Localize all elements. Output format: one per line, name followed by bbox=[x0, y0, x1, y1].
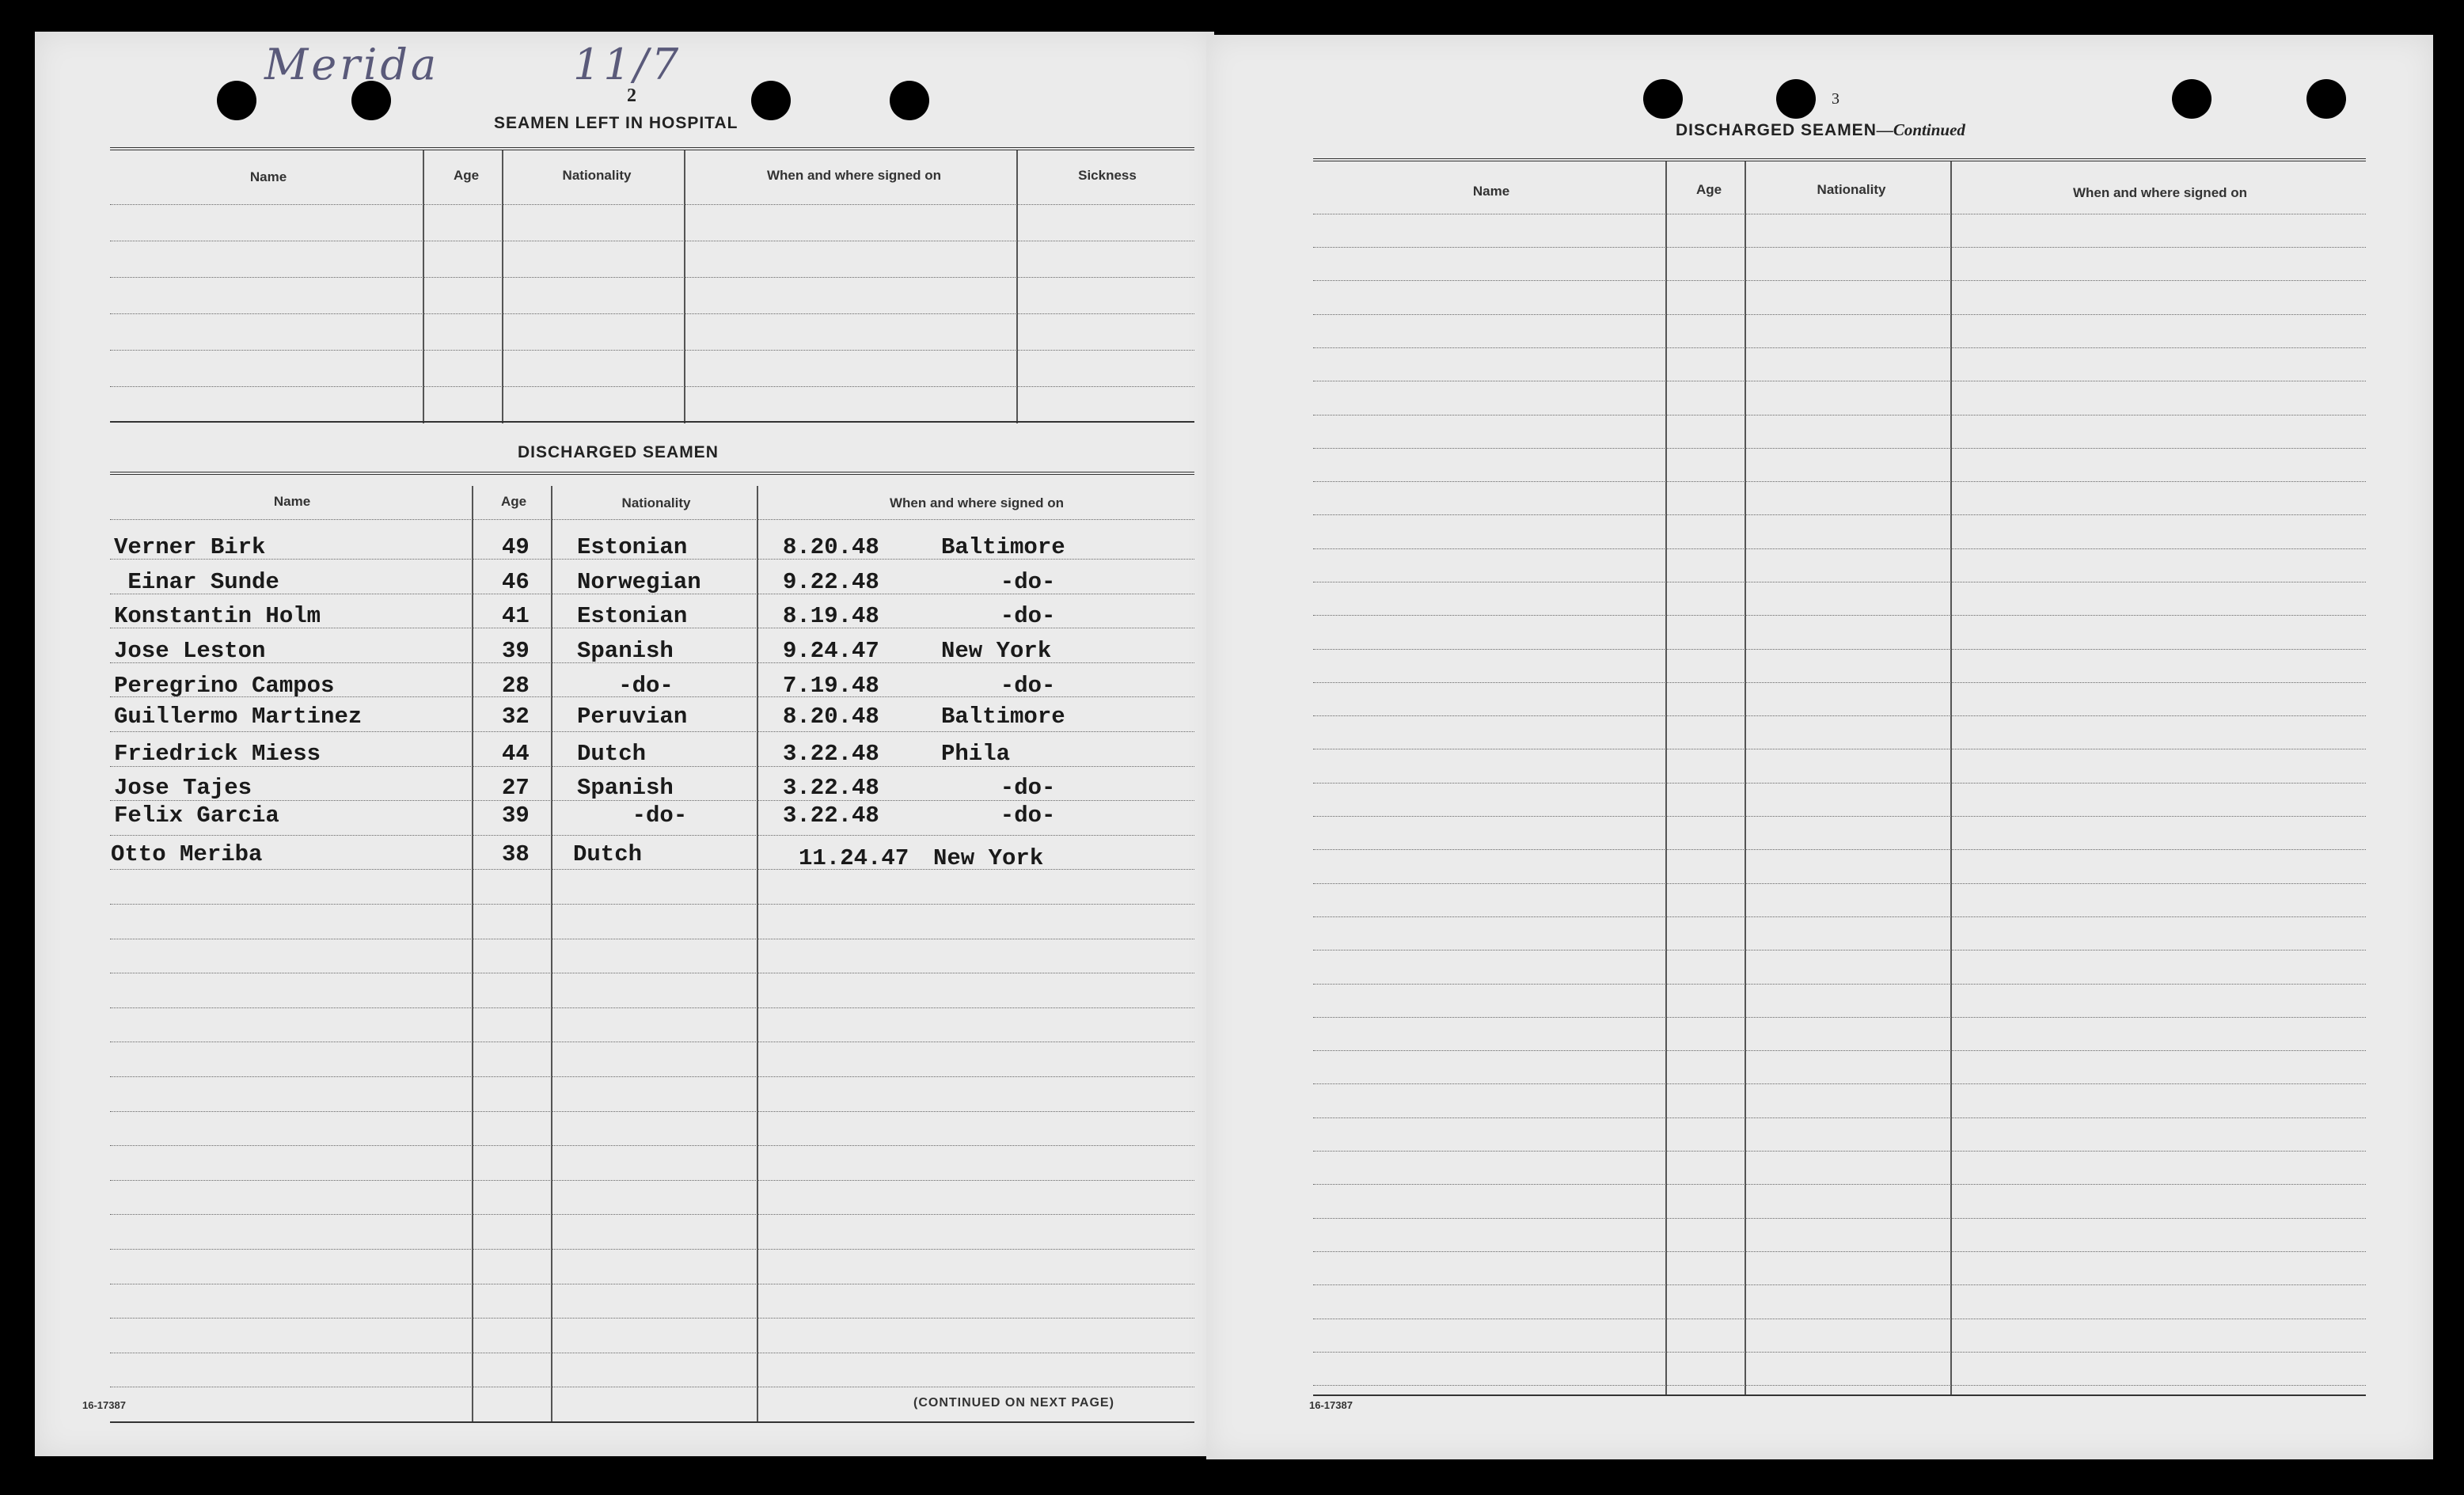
seaman-name: Friedrick Miess bbox=[114, 741, 321, 767]
column-divider bbox=[502, 150, 503, 423]
table-row-line bbox=[1313, 314, 2366, 315]
table-rule bbox=[110, 472, 1194, 475]
table-row-line bbox=[110, 835, 1194, 836]
table-row-line bbox=[1313, 247, 2366, 248]
column-header-signed-on: When and where signed on bbox=[766, 168, 942, 183]
signed-on-place: -do- bbox=[973, 803, 1056, 829]
table-rule bbox=[1313, 158, 2366, 161]
signed-on-date: 8.19.48 bbox=[783, 603, 879, 629]
right-page bbox=[1206, 35, 2433, 1459]
table-row-line bbox=[110, 519, 1194, 520]
column-divider bbox=[423, 150, 424, 423]
table-row-line bbox=[1313, 1251, 2366, 1252]
column-divider bbox=[551, 486, 552, 1423]
signed-on-date: 3.22.48 bbox=[783, 741, 879, 767]
table-row-line bbox=[1313, 783, 2366, 784]
table-row-line bbox=[110, 350, 1194, 351]
seaman-name: Guillermo Martinez bbox=[114, 704, 363, 730]
table-rule bbox=[110, 147, 1194, 150]
signed-on-place: New York bbox=[941, 638, 1052, 664]
column-header-nationality: Nationality bbox=[562, 168, 632, 183]
table-row-line bbox=[1313, 548, 2366, 549]
discharged-continued-title bbox=[1676, 120, 1965, 140]
table-row-line bbox=[1313, 916, 2366, 917]
continued-note: (CONTINUED ON NEXT PAGE) bbox=[913, 1396, 1114, 1410]
signed-on-place: -do- bbox=[973, 569, 1056, 595]
table-row-line bbox=[1313, 849, 2366, 850]
seaman-nationality: Estonian bbox=[577, 603, 688, 629]
seaman-name: Konstantin Holm bbox=[114, 603, 321, 629]
table-rule bbox=[110, 421, 1194, 423]
column-header-nationality: Nationality bbox=[1817, 182, 1886, 197]
hospital-section-title: SEAMEN LEFT IN HOSPITAL bbox=[494, 114, 738, 132]
signed-on-date: 8.20.48 bbox=[783, 534, 879, 560]
seaman-nationality: Estonian bbox=[577, 534, 688, 560]
column-header-name: Name bbox=[249, 169, 287, 184]
table-row-line bbox=[110, 1214, 1194, 1215]
table-row-line bbox=[1313, 1218, 2366, 1219]
seaman-name: Otto Meriba bbox=[111, 841, 263, 867]
seaman-age: 32 bbox=[502, 704, 530, 730]
seaman-nationality: -do- bbox=[577, 803, 688, 829]
seaman-nationality: -do- bbox=[577, 673, 674, 699]
left-page bbox=[35, 32, 1214, 1456]
table-row-line bbox=[1313, 1117, 2366, 1118]
table-row-line bbox=[110, 1145, 1194, 1146]
table-row-line bbox=[1313, 1050, 2366, 1051]
signed-on-place: Baltimore bbox=[941, 534, 1065, 560]
seaman-age: 39 bbox=[502, 638, 530, 664]
table-row-line bbox=[1313, 1017, 2366, 1018]
table-row-line bbox=[1313, 682, 2366, 683]
signed-on-date: 11.24.47 bbox=[799, 845, 909, 871]
signed-on-place: Baltimore bbox=[941, 704, 1065, 730]
table-row-line bbox=[1313, 1151, 2366, 1152]
table-row-line bbox=[1313, 615, 2366, 616]
binder-hole bbox=[890, 81, 929, 120]
signed-on-date: 7.19.48 bbox=[783, 673, 879, 699]
table-row-line bbox=[1313, 883, 2366, 884]
table-row-line bbox=[110, 1076, 1194, 1077]
column-header-signed-on: When and where signed on bbox=[2072, 185, 2248, 200]
signed-on-place: -do- bbox=[973, 775, 1056, 801]
signed-on-place: -do- bbox=[973, 603, 1056, 629]
table-row-line bbox=[1313, 1284, 2366, 1285]
table-row-line bbox=[1313, 816, 2366, 817]
seaman-age: 46 bbox=[502, 569, 530, 595]
seaman-name: Einar Sunde bbox=[114, 569, 279, 595]
seaman-name: Verner Birk bbox=[114, 534, 266, 560]
column-header-name: Name bbox=[1472, 184, 1510, 199]
handwritten-ship-name: Merida bbox=[264, 40, 440, 89]
table-row-line bbox=[110, 731, 1194, 732]
table-row-line bbox=[1313, 1394, 2366, 1396]
table-row-line bbox=[110, 1180, 1194, 1181]
form-code: 16-17387 bbox=[82, 1399, 126, 1411]
title-text: DISCHARGED SEAMEN bbox=[1676, 121, 1877, 139]
table-row-line bbox=[110, 1318, 1194, 1319]
table-row-line bbox=[1313, 1184, 2366, 1185]
binder-hole bbox=[1643, 79, 1683, 119]
column-header-name: Name bbox=[273, 494, 311, 509]
column-divider bbox=[757, 486, 758, 1423]
table-row-line bbox=[1313, 715, 2366, 716]
column-header-sickness: Sickness bbox=[1078, 168, 1137, 183]
seaman-nationality: Spanish bbox=[577, 638, 674, 664]
table-row-line bbox=[110, 386, 1194, 387]
table-row-line bbox=[110, 1421, 1194, 1423]
seaman-age: 28 bbox=[502, 673, 530, 699]
binder-hole bbox=[2306, 79, 2346, 119]
seaman-name: Jose Tajes bbox=[114, 775, 252, 801]
signed-on-place: Phila bbox=[941, 741, 1011, 767]
table-row-line bbox=[1313, 1352, 2366, 1353]
table-row-line bbox=[110, 204, 1194, 205]
column-header-age: Age bbox=[453, 168, 480, 183]
column-header-nationality: Nationality bbox=[621, 495, 691, 510]
signed-on-place: New York bbox=[933, 845, 1044, 871]
signed-on-date: 3.22.48 bbox=[783, 803, 879, 829]
column-header-age: Age bbox=[500, 494, 527, 509]
form-code: 16-17387 bbox=[1309, 1399, 1353, 1411]
signed-on-date: 3.22.48 bbox=[783, 775, 879, 801]
signed-on-place: -do- bbox=[973, 673, 1056, 699]
table-row-line bbox=[1313, 481, 2366, 482]
table-row-line bbox=[1313, 347, 2366, 348]
binder-hole bbox=[1776, 79, 1816, 119]
page-number: 2 bbox=[627, 85, 636, 106]
table-row-line bbox=[1313, 1385, 2366, 1386]
column-header-age: Age bbox=[1695, 182, 1722, 197]
title-suffix: —Continued bbox=[1876, 120, 1965, 139]
seaman-age: 39 bbox=[502, 803, 530, 829]
seaman-age: 44 bbox=[502, 741, 530, 767]
seaman-age: 38 bbox=[502, 841, 530, 867]
table-row-line bbox=[1313, 950, 2366, 951]
seaman-nationality: Peruvian bbox=[577, 704, 688, 730]
binder-hole bbox=[751, 81, 791, 120]
seaman-nationality: Spanish bbox=[577, 775, 674, 801]
column-divider bbox=[1016, 150, 1018, 423]
page-number: 3 bbox=[1832, 90, 1839, 108]
column-divider bbox=[472, 486, 473, 1423]
table-row-line bbox=[110, 1249, 1194, 1250]
table-row-line bbox=[110, 904, 1194, 905]
table-row-line bbox=[1313, 649, 2366, 650]
column-divider bbox=[684, 150, 685, 423]
signed-on-date: 9.22.48 bbox=[783, 569, 879, 595]
signed-on-date: 9.24.47 bbox=[783, 638, 879, 664]
seaman-age: 27 bbox=[502, 775, 530, 801]
seaman-nationality: Norwegian bbox=[577, 569, 701, 595]
column-divider bbox=[1950, 161, 1952, 1396]
table-row-line bbox=[110, 1111, 1194, 1112]
seaman-name: Felix Garcia bbox=[114, 803, 279, 829]
seaman-age: 41 bbox=[502, 603, 530, 629]
seaman-name: Jose Leston bbox=[114, 638, 266, 664]
column-header-signed-on: When and where signed on bbox=[889, 495, 1065, 510]
table-row-line bbox=[110, 313, 1194, 314]
binder-hole bbox=[2172, 79, 2212, 119]
seaman-name: Peregrino Campos bbox=[114, 673, 335, 699]
table-row-line bbox=[1313, 280, 2366, 281]
table-row-line bbox=[1313, 984, 2366, 985]
table-row-line bbox=[1313, 514, 2366, 515]
signed-on-date: 8.20.48 bbox=[783, 704, 879, 730]
column-divider bbox=[1665, 161, 1667, 1396]
handwritten-date: 11/7 bbox=[573, 40, 682, 89]
table-row-line bbox=[110, 277, 1194, 278]
seaman-nationality: Dutch bbox=[573, 841, 643, 867]
table-row-line bbox=[1313, 1083, 2366, 1084]
column-divider bbox=[1745, 161, 1746, 1396]
seaman-nationality: Dutch bbox=[577, 741, 647, 767]
table-row-line bbox=[110, 1007, 1194, 1008]
seaman-age: 49 bbox=[502, 534, 530, 560]
discharged-section-title: DISCHARGED SEAMEN bbox=[518, 443, 719, 461]
binder-hole bbox=[217, 81, 256, 120]
table-row-line bbox=[1313, 448, 2366, 449]
